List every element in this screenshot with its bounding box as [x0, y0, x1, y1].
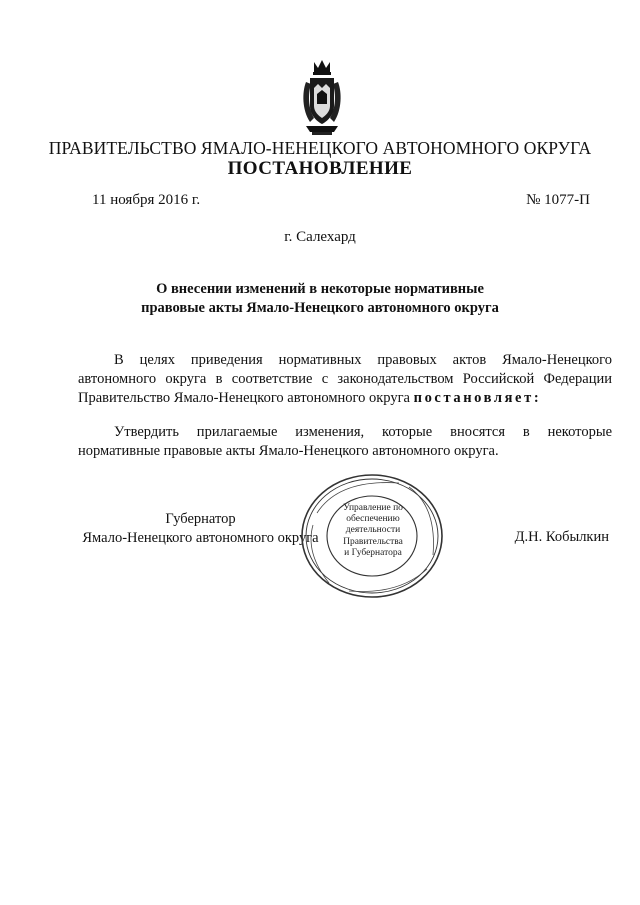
body-paragraph-1 — [78, 351, 612, 408]
seal-line: обеспечению — [346, 514, 400, 525]
signatory-title — [78, 510, 323, 548]
subject-line-1: О внесении изменений в некоторые нормативные — [156, 281, 484, 297]
document-city: г. Салехард — [284, 229, 356, 245]
seal-line: Правительства — [343, 536, 403, 547]
organization-title: ПРАВИТЕЛЬСТВО ЯМАЛО-НЕНЕЦКОГО АВТОНОМНОГО ОКРУГА — [48, 138, 592, 158]
seal-line: Управление по — [343, 503, 403, 513]
seal-line: и Губернатора — [344, 547, 402, 558]
paragraph-2-text: Утвердить прилагаемые изменения, которые вносятся в некоторые нормативные правовые акты Ямало-Ненецкого автономного округа. — [78, 424, 612, 459]
signatory-title-line-1: Губернатор — [165, 511, 236, 527]
seal-inner-text — [334, 503, 412, 559]
subject-line-2: правовые акты Ямало-Ненецкого автономного округа — [141, 300, 499, 316]
signatory-name: Д.Н. Кобылкин — [514, 529, 609, 545]
body-paragraph-2 — [78, 423, 612, 461]
coat-of-arms-icon — [300, 58, 344, 138]
document-type: ПОСТАНОВЛЕНИЕ — [227, 158, 413, 179]
document-date: 11 ноября 2016 г. — [92, 192, 201, 208]
signatory-title-line-2: Ямало-Ненецкого автономного округа — [82, 530, 319, 546]
paragraph-1-text: В целях приведения нормативных правовых актов Ямало-Ненецкого автономного округа в соответствие с законодательством Российской Федерации Правительство Ямало-Ненецкого автономного округа — [78, 352, 612, 406]
document-subject — [0, 280, 640, 318]
decree-word: постановляет: — [413, 390, 542, 406]
seal-line: деятельности — [345, 525, 401, 536]
document-number: № 1077-П — [526, 192, 590, 208]
